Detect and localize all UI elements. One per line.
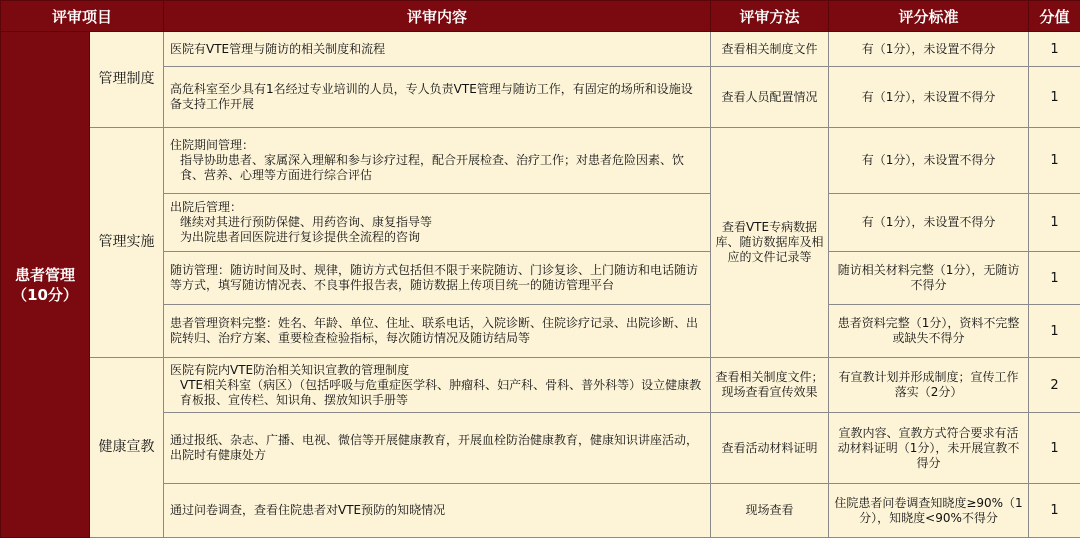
section-mgmt-impl: 管理实施 xyxy=(90,128,164,358)
table-row xyxy=(1,128,1080,194)
row-content xyxy=(164,32,711,67)
table-row xyxy=(1,358,1080,413)
row-content xyxy=(164,67,711,128)
content-line: 指导协助患者、家属深入理解和参与诊疗过程，配合开展检查、治疗工作；对患者危险因素、饮食、营养、心理等方面进行综合评估 xyxy=(180,153,685,182)
row-standard: 住院患者问卷调查知晓度≥90%（1分），知晓度<90%不得分 xyxy=(829,484,1029,538)
content-line: 医院有VTE管理与随访的相关制度和流程 xyxy=(170,41,386,56)
row-content xyxy=(164,128,711,194)
header-content: 评审内容 xyxy=(164,1,711,32)
row-method: 查看活动材料证明 xyxy=(711,413,829,484)
row-standard: 有（1分），未设置不得分 xyxy=(829,67,1029,128)
header-item: 评审项目 xyxy=(1,1,164,32)
row-content xyxy=(164,194,711,252)
table-row xyxy=(1,32,1080,67)
content-line: 出院后管理： xyxy=(170,200,243,214)
row-score: 1 xyxy=(1029,413,1080,484)
row-standard: 患者资料完整（1分），资料不完整或缺失不得分 xyxy=(829,305,1029,358)
header-row xyxy=(1,1,1080,32)
row-content xyxy=(164,252,711,305)
content-line: 通过报纸、杂志、广播、电视、微信等开展健康教育，开展血栓防治健康教育，健康知识讲座活动，出院时有健康处方 xyxy=(170,433,699,462)
row-standard: 有宣教计划并形成制度；宣传工作落实（2分） xyxy=(829,358,1029,413)
row-score: 2 xyxy=(1029,358,1080,413)
content-line: 为出院患者回医院进行复诊提供全流程的咨询 xyxy=(180,230,421,244)
row-score: 1 xyxy=(1029,128,1080,194)
header-score: 分值 xyxy=(1029,1,1080,32)
category-name: 患者管理 xyxy=(14,265,75,284)
content-line: 住院期间管理： xyxy=(170,138,255,152)
row-score: 1 xyxy=(1029,194,1080,252)
header-method: 评审方法 xyxy=(711,1,829,32)
row-method-impl: 查看VTE专病数据库、随访数据库及相应的文件记录等 xyxy=(711,128,829,358)
content-line: 高危科室至少具有1名经过专业培训的人员，专人负责VTE管理与随访工作，有固定的场所和设施设备支持工作开展 xyxy=(170,82,693,111)
row-standard: 有（1分），未设置不得分 xyxy=(829,128,1029,194)
row-method: 现场查看 xyxy=(711,484,829,538)
row-standard: 有（1分），未设置不得分 xyxy=(829,194,1029,252)
row-content xyxy=(164,305,711,358)
row-standard: 宣教内容、宣教方式符合要求有活动材料证明（1分），未开展宣教不得分 xyxy=(829,413,1029,484)
row-score: 1 xyxy=(1029,32,1080,67)
row-standard: 有（1分），未设置不得分 xyxy=(829,32,1029,67)
content-line: 患者管理资料完整：姓名、年龄、单位、住址、联系电话，入院诊断、住院诊疗记录、出院诊断、出院转归、治疗方案、重要检查检验指标，每次随访情况及随访结局等 xyxy=(170,316,699,345)
row-content xyxy=(164,484,711,538)
content-line: 继续对其进行预防保健、用药咨询、康复指导等 xyxy=(180,215,433,229)
row-method: 查看相关制度文件；现场查看宣传效果 xyxy=(711,358,829,413)
category-cell xyxy=(1,32,90,538)
row-content xyxy=(164,358,711,413)
row-method: 查看相关制度文件 xyxy=(711,32,829,67)
row-content xyxy=(164,413,711,484)
row-standard: 随访相关材料完整（1分），无随访不得分 xyxy=(829,252,1029,305)
content-line: 随访管理：随访时间及时、规律，随访方式包括但不限于来院随访、门诊复诊、上门随访和电话随访等方式，填写随访情况表、不良事件报告表，随访数据上传项目统一的随访管理平台 xyxy=(170,263,699,292)
row-method: 查看人员配置情况 xyxy=(711,67,829,128)
content-line: 通过问卷调查，查看住院患者对VTE预防的知晓情况 xyxy=(170,503,446,517)
category-points: （10分） xyxy=(12,285,78,304)
content-line: VTE相关科室（病区）（包括呼吸与危重症医学科、肿瘤科、妇产科、骨科、普外科等）设立健康教育板报、宣传栏、知识角、摆放知识手册等 xyxy=(180,377,702,407)
row-score: 1 xyxy=(1029,484,1080,538)
header-standard: 评分标准 xyxy=(829,1,1029,32)
row-score: 1 xyxy=(1029,305,1080,358)
section-mgmt-system: 管理制度 xyxy=(90,32,164,128)
content-line: 医院有院内VTE防治相关知识宣教的管理制度 xyxy=(170,362,410,377)
row-score: 1 xyxy=(1029,252,1080,305)
row-score: 1 xyxy=(1029,67,1080,128)
section-health-edu: 健康宣教 xyxy=(90,358,164,538)
